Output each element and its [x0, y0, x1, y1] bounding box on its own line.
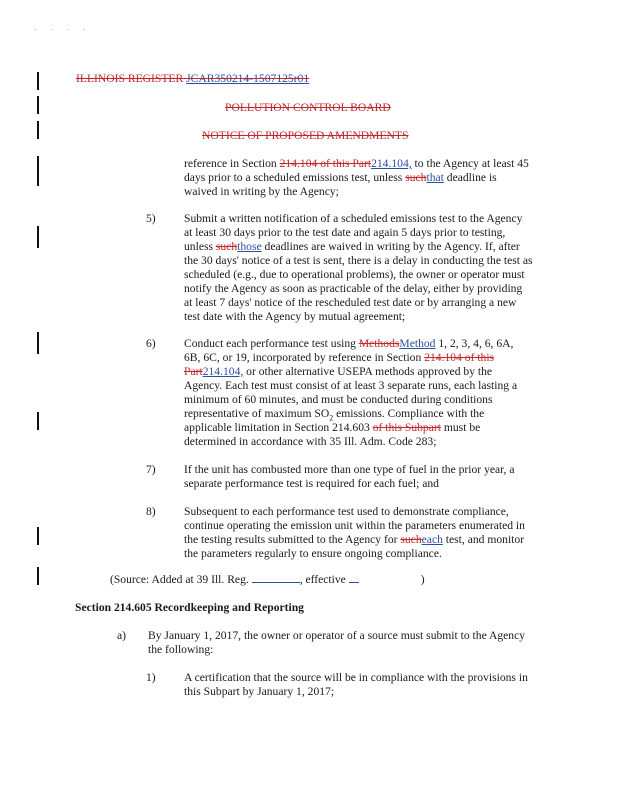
deleted-text: of this Subpart	[372, 421, 441, 434]
blank-field	[252, 582, 300, 583]
text-line: 6B, 6C, or 19, incorporated by reference in Section 214.104 of this	[184, 351, 495, 364]
text-line: at least 30 days prior to the test date and again 5 days prior to testing,	[184, 226, 506, 239]
text-line: unless suchthose deadlines are waived in writing by the Agency. If, after	[184, 240, 520, 253]
text-line: Submit a written notification of a scheduled emissions test to the Agency	[184, 212, 523, 225]
item-number: 8)	[146, 505, 156, 518]
text-line: at least 7 days' notice of the rescheduled test date or by arranging a new	[184, 296, 517, 309]
text-line: Agency. Each test must consist of at least 3 separate runs, each lasting a	[184, 379, 518, 392]
text-line: the testing results submitted to the Agency for sucheach test, and monitor	[184, 533, 525, 546]
text-line: continue operating the emission unit within the parameters enumerated in	[184, 519, 525, 532]
inserted-text: those	[237, 240, 262, 253]
document-id: JCAR350214-1507125r01	[186, 72, 310, 85]
text-line: the 30 days' notice of a test is sent, there is a delay in conducting the test as	[184, 254, 533, 267]
deleted-text: such	[400, 533, 422, 546]
text-line: representative of maximum $SO_2$ emissions. Compliance with the	[184, 407, 485, 423]
deleted-text: 214.104 of this	[424, 351, 495, 364]
notice-title: NOTICE OF PROPOSED AMENDMENTS	[202, 129, 409, 142]
change-bar	[37, 96, 39, 114]
text-line: reference in Section 214.104 of this Part214.104, to the Agency at least 45	[184, 157, 529, 170]
change-bar	[37, 412, 39, 430]
change-bar	[37, 72, 39, 90]
item-number: a)	[117, 629, 127, 642]
change-bar	[37, 121, 39, 139]
text-line: determined in accordance with 35 Ill. Adm. Code 283;	[184, 435, 437, 448]
item-number: 5)	[146, 212, 156, 225]
change-bar	[37, 332, 39, 354]
text-line: the following:	[148, 643, 214, 656]
section-heading: Section 214.605 Recordkeeping and Reporting	[75, 601, 304, 614]
text-line: By January 1, 2017, the owner or operator of a source must submit to the Agency	[148, 629, 526, 642]
text-line: this Subpart by January 1, 2017;	[184, 685, 335, 698]
text-line: applicable limitation in Section 214.603 of this Subpart must be	[184, 421, 481, 434]
text-line: test date with the Agency by mutual agreement;	[184, 310, 406, 323]
inserted-text: 214.104,	[371, 157, 412, 170]
change-bar	[37, 226, 39, 248]
register-header	[76, 72, 309, 85]
text-line: the parameters regularly to ensure ongoing compliance.	[184, 547, 442, 560]
scan-specks: · · · ·	[34, 26, 91, 34]
inserted-text: 214.104,	[202, 365, 244, 378]
text-line: notify the Agency as soon as practicable of the delay, either by providing	[184, 282, 523, 295]
deleted-text: 214.104 of this Part	[279, 157, 372, 170]
text-line: Conduct each performance test using MethodsMethod 1, 2, 3, 4, 6, 6A,	[184, 337, 514, 350]
item-number: 7)	[146, 463, 156, 476]
text-line: A certification that the source will be in compliance with the provisions in	[184, 671, 528, 684]
register-title: ILLINOIS REGISTER	[76, 72, 184, 85]
text-line: minimum of 60 minutes, and must be conducted during conditions	[184, 393, 493, 406]
inserted-text: each	[421, 533, 443, 546]
text-line: Subsequent to each performance test used to demonstrate compliance,	[184, 505, 509, 518]
source-note: (Source: Added at 39 Ill. Reg. , effective )	[110, 573, 425, 586]
text-line: waived in writing by the Agency;	[184, 185, 339, 198]
inserted-text: that	[426, 171, 444, 184]
text-line: days prior to a scheduled emissions test, unless suchthat deadline is	[184, 171, 497, 184]
deleted-text: Methods	[358, 337, 400, 350]
change-bar	[37, 567, 39, 585]
inserted-text: Method	[399, 337, 436, 350]
deleted-text: Part	[184, 365, 203, 378]
blank-field	[349, 582, 359, 583]
deleted-text: such	[405, 171, 427, 184]
change-bar	[37, 527, 39, 545]
item-number: 6)	[146, 337, 156, 350]
text-line: separate performance test is required for each fuel; and	[184, 477, 439, 490]
change-bar	[37, 156, 39, 186]
text-line: Part214.104, or other alternative USEPA methods approved by the	[184, 365, 493, 378]
item-number: 1)	[146, 671, 156, 684]
text-line: If the unit has combusted more than one type of fuel in the prior year, a	[184, 463, 515, 476]
deleted-text: such	[215, 240, 238, 253]
text-line: scheduled (e.g., due to operational problems), the owner or operator must	[184, 268, 525, 281]
agency-name: POLLUTION CONTROL BOARD	[225, 101, 391, 114]
